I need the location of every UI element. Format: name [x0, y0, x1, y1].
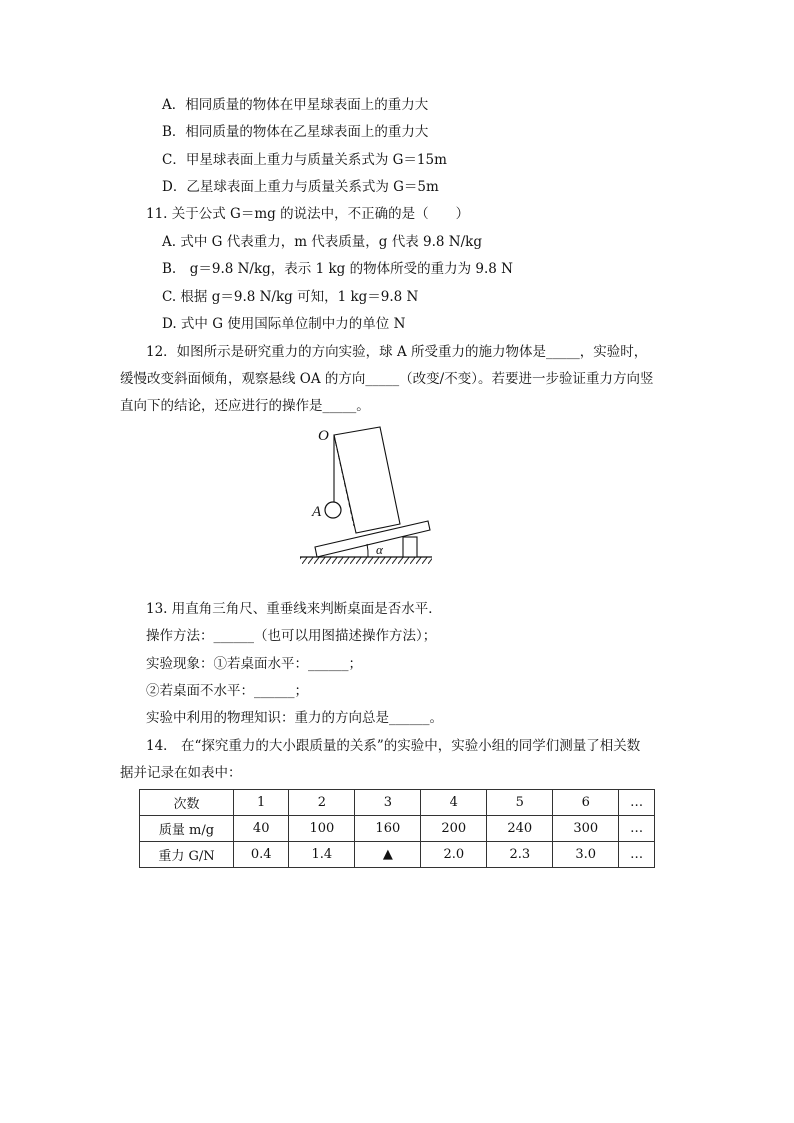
label-o: O	[318, 428, 329, 444]
table-cell: 160	[355, 816, 421, 842]
support-block	[403, 537, 417, 557]
ground-hatch	[300, 557, 432, 564]
q12-line-1: 12．如图所示是研究重力的方向实验，球 A 所受重力的施力物体是_____，实验时，	[146, 344, 648, 360]
table-cell: 0.4	[234, 842, 289, 868]
table-row-mass	[140, 816, 655, 842]
table-cell: 质量 m/g	[140, 816, 234, 842]
mass-weight-table	[139, 789, 655, 868]
q13-line-5: 实验中利用的物理知识：重力的方向总是______。	[146, 710, 443, 726]
table-cell: 6	[553, 790, 619, 816]
table-cell: 300	[553, 816, 619, 842]
q11-option-c: C. 根据 g＝9.8 N/kg 可知，1 kg＝9.8 N	[162, 289, 419, 305]
q11-option-a: A. 式中 G 代表重力，m 代表质量，g 代表 9.8 N/kg	[162, 234, 482, 250]
ball-a	[325, 502, 341, 518]
table-cell: 200	[421, 816, 487, 842]
q11-option-d: D. 式中 G 使用国际单位制中力的单位 N	[162, 316, 406, 332]
table-cell: 次数	[140, 790, 234, 816]
table-cell: …	[619, 816, 655, 842]
table-row-weight	[140, 842, 655, 868]
incline-plumb-figure	[290, 420, 440, 570]
q12-line-3: 直向下的结论，还应进行的操作是_____。	[120, 398, 370, 414]
q13-line-3: 实验现象：①若桌面水平：______；	[146, 656, 362, 672]
table-cell: …	[619, 842, 655, 868]
q14-line-2: 据并记录在如表中：	[120, 765, 242, 781]
table-cell: 240	[487, 816, 553, 842]
table-cell: 100	[289, 816, 355, 842]
label-a: A	[312, 504, 322, 520]
table-cell: 2	[289, 790, 355, 816]
table-cell: 40	[234, 816, 289, 842]
q10-option-c: C．甲星球表面上重力与质量关系式为 G＝15m	[162, 152, 447, 168]
q13-line-4: ②若桌面不水平：______；	[146, 683, 308, 699]
table-cell: 4	[421, 790, 487, 816]
q13-line-2: 操作方法：______（也可以用图描述操作方法）；	[146, 628, 437, 644]
q10-option-b: B．相同质量的物体在乙星球表面上的重力大	[162, 124, 429, 140]
q10-option-a: A．相同质量的物体在甲星球表面上的重力大	[162, 97, 429, 113]
table-cell: 2.0	[421, 842, 487, 868]
label-alpha: α	[376, 542, 383, 557]
table-cell: …	[619, 790, 655, 816]
triangle-placeholder-cell: ▲	[355, 842, 421, 868]
q13-line-1: 13. 用直角三角尺、重垂线来判断桌面是否水平．	[146, 601, 442, 617]
q14-line-1: 14． 在“探究重力的大小跟质量的关系”的实验中，实验小组的同学们测量了相关数	[146, 738, 641, 754]
table-cell: 3	[355, 790, 421, 816]
q12-line-2: 缓慢改变斜面倾角，观察悬线 OA 的方向_____（改变/不变）。若要进一步验证重力方向竖	[120, 371, 654, 387]
table-row-header	[140, 790, 655, 816]
table-cell: 3.0	[553, 842, 619, 868]
q11-option-b: B. g＝9.8 N/kg，表示 1 kg 的物体所受的重力为 9.8 N	[162, 261, 513, 277]
table-cell: 重力 G/N	[140, 842, 234, 868]
table-cell: 2.3	[487, 842, 553, 868]
tilted-box	[334, 427, 400, 533]
q10-option-d: D．乙星球表面上重力与质量关系式为 G＝5m	[162, 179, 439, 195]
angle-arc	[367, 544, 368, 557]
table-cell: 1.4	[289, 842, 355, 868]
q11-stem: 11. 关于公式 G＝mg 的说法中，不正确的是（ ）	[146, 206, 470, 222]
table-cell: 1	[234, 790, 289, 816]
table-cell: 5	[487, 790, 553, 816]
